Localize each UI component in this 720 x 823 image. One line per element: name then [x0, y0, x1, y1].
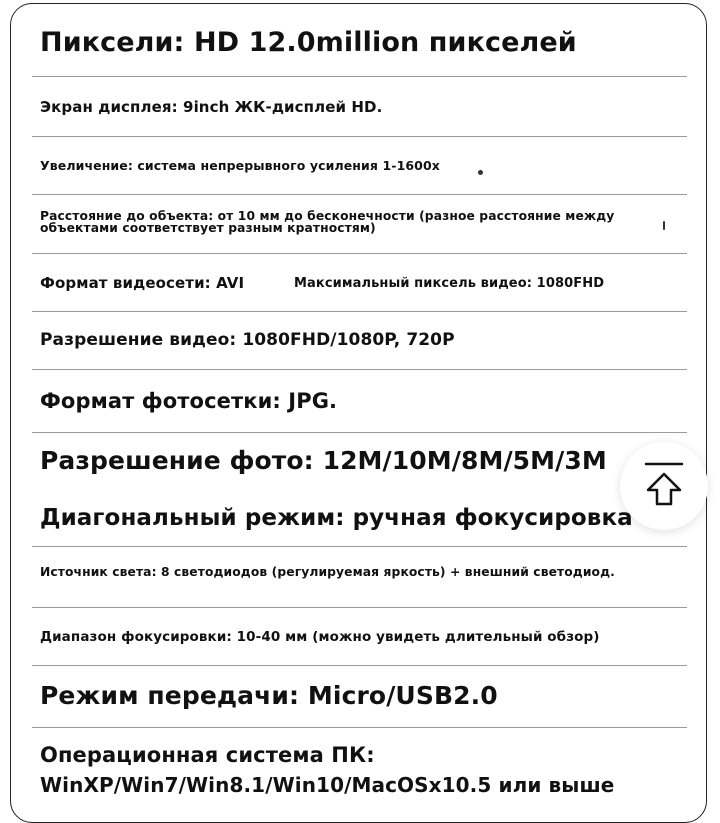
divider — [32, 546, 687, 547]
divider — [32, 665, 687, 666]
scroll-to-top-icon — [642, 460, 686, 512]
spec-photo-resolution: Разрешение фото: 12M/10M/8M/5M/3M — [40, 446, 607, 475]
divider — [32, 194, 687, 195]
divider — [32, 253, 687, 254]
spec-photo-format: Формат фотосетки: JPG. — [40, 389, 338, 413]
divider — [32, 311, 687, 312]
divider — [32, 369, 687, 370]
divider — [32, 432, 687, 433]
spec-transfer-mode: Режим передачи: Micro/USB2.0 — [40, 681, 498, 710]
divider — [32, 727, 687, 728]
spec-magnification: Увеличение: система непрерывного усиления 1-1600x — [40, 158, 440, 173]
scroll-to-top-button[interactable] — [620, 442, 708, 530]
decorative-dot — [663, 221, 665, 230]
spec-light-source: Источник света: 8 светодиодов (регулируемая яркость) + внешний светодиод. — [40, 565, 615, 579]
spec-video-resolution: Разрешение видео: 1080FHD/1080P, 720P — [40, 330, 455, 350]
spec-focus-mode: Диагональный режим: ручная фокусировка — [40, 505, 633, 531]
decorative-dot — [478, 170, 483, 175]
spec-screen: Экран дисплея: 9inch ЖК-дисплей HD. — [40, 98, 383, 116]
divider — [32, 76, 687, 77]
divider — [32, 607, 687, 608]
spec-pc-os-label: Операционная система ПК: — [40, 743, 375, 767]
spec-pixels: Пиксели: HD 12.0million пикселей — [40, 27, 577, 58]
divider — [32, 136, 687, 137]
spec-object-distance: Расстояние до объекта: от 10 мм до бесконечности (разное расстояние между объектами соответствует разным кратностям) — [40, 209, 615, 236]
spec-focus-range: Диапазон фокусировки: 10-40 мм (можно увидеть длительный обзор) — [40, 629, 600, 645]
spec-video-format: Формат видеосети: AVI — [40, 274, 245, 292]
spec-video-max-pixel: Максимальный пиксель видео: 1080FHD — [294, 276, 605, 291]
spec-pc-os-value: WinXP/Win7/Win8.1/Win10/MacOSx10.5 или выше — [40, 773, 615, 797]
